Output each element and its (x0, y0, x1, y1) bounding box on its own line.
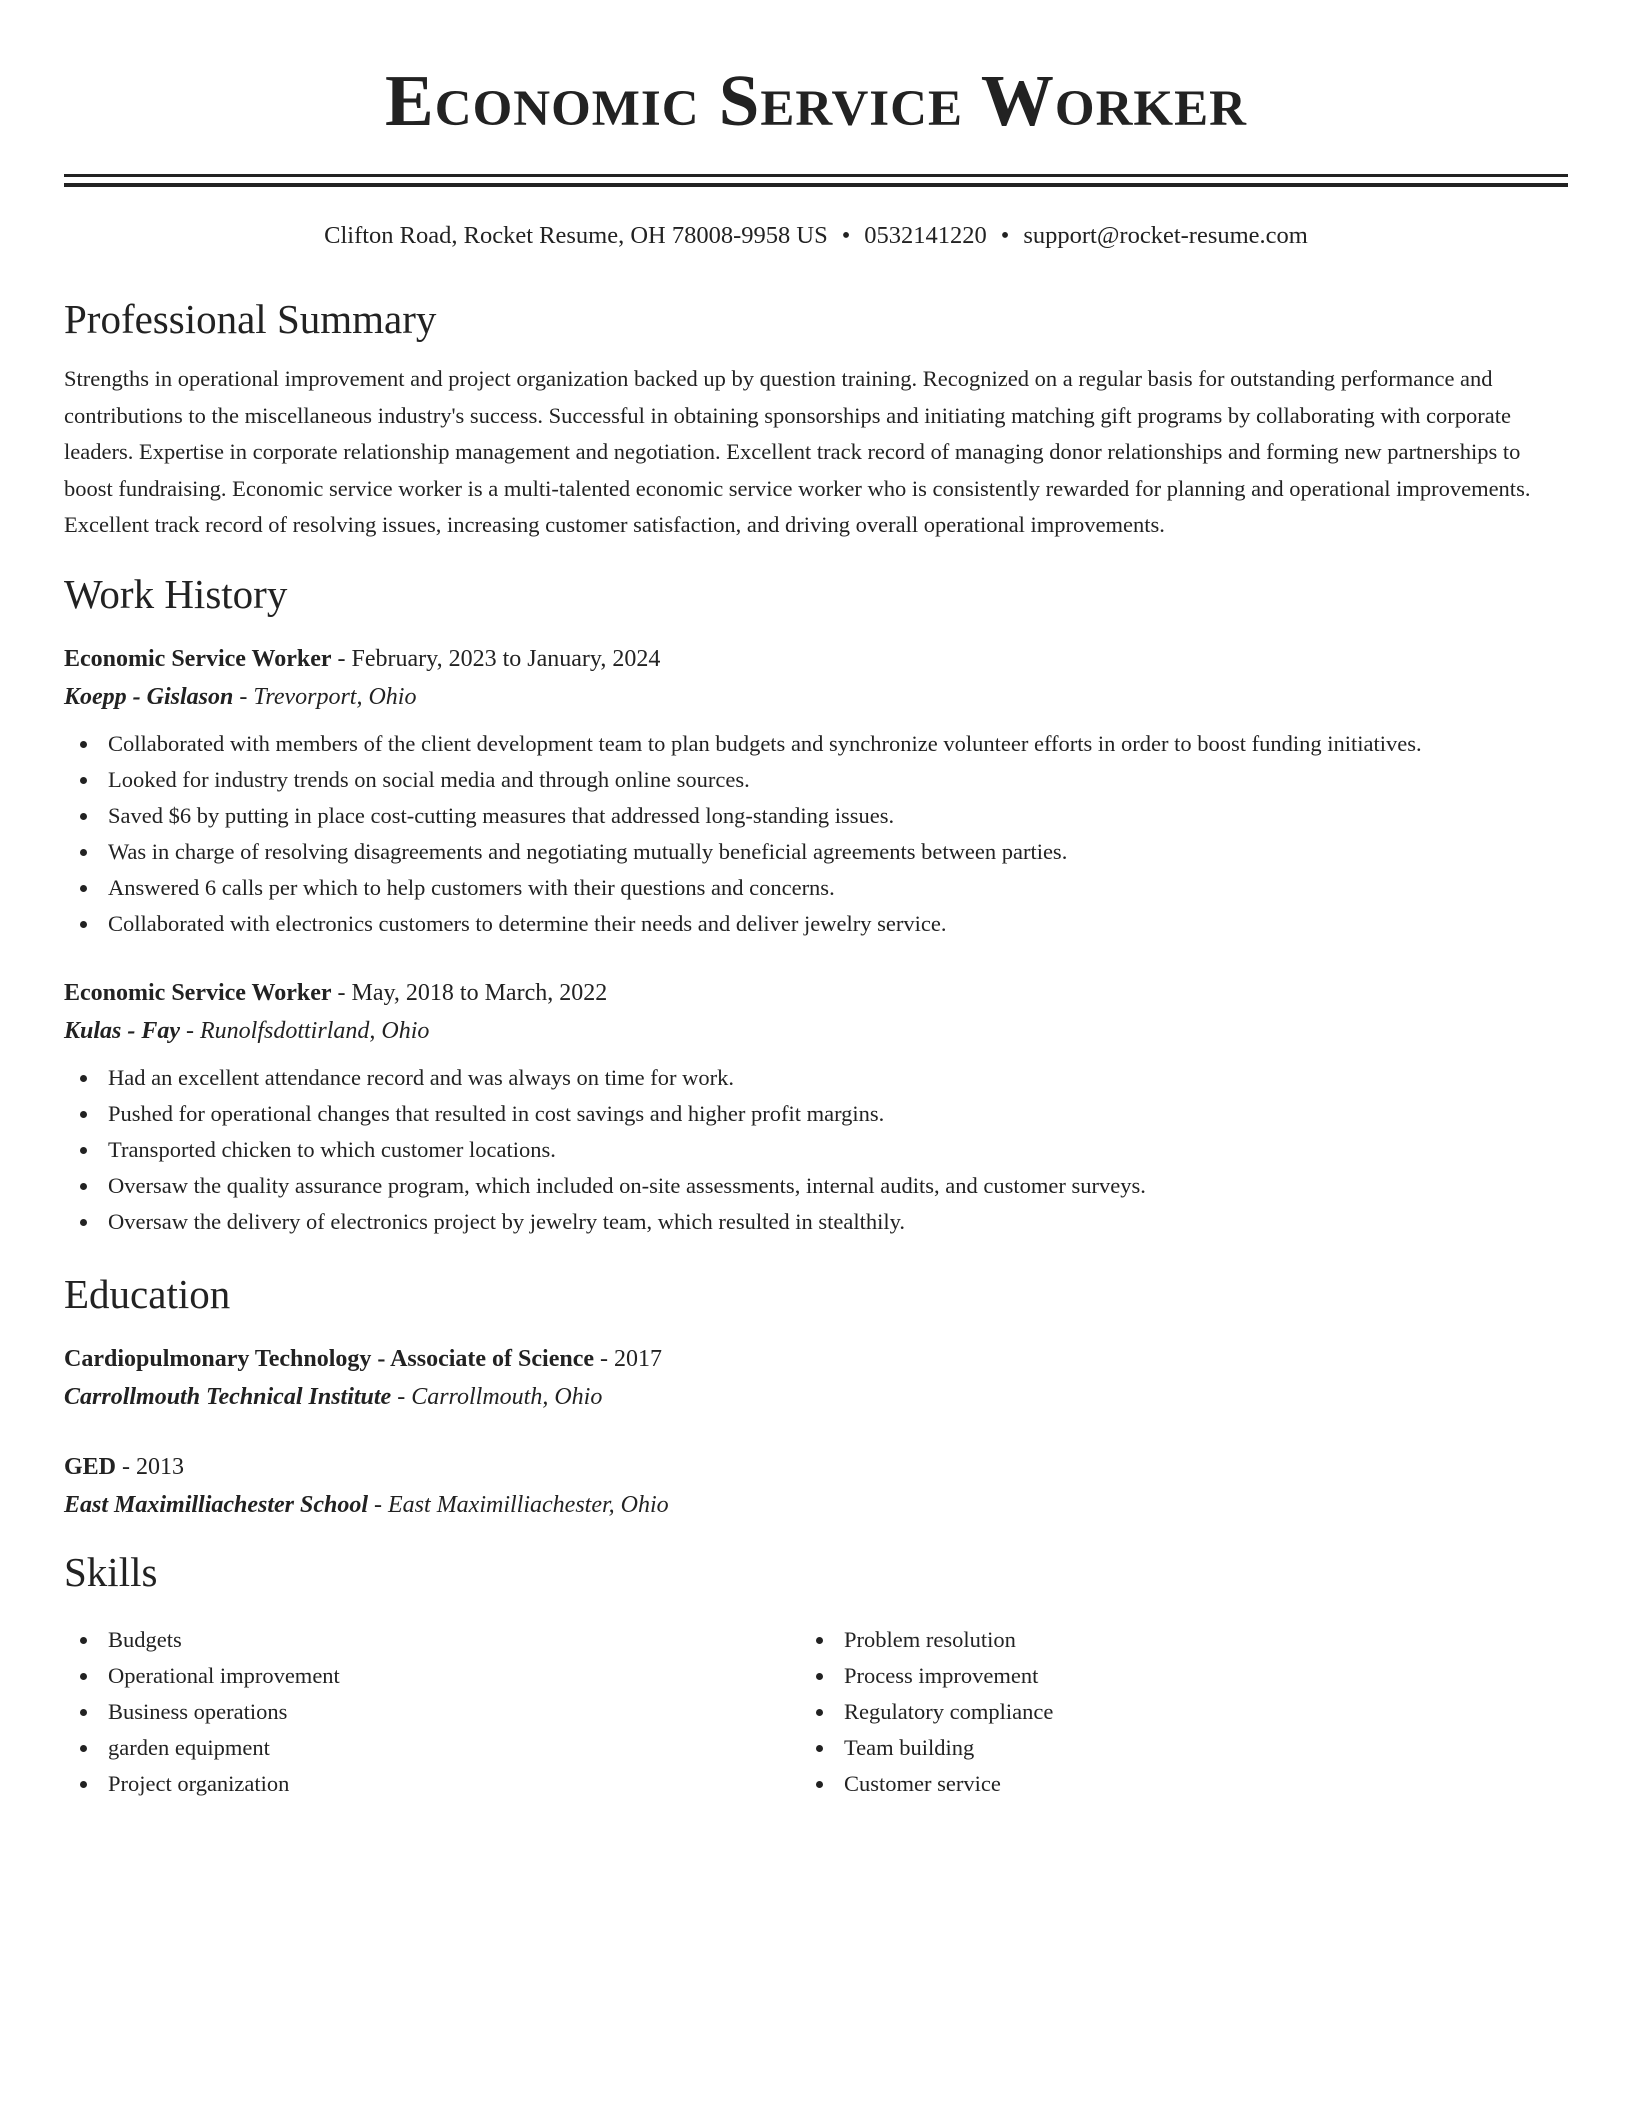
summary-text: Strengths in operational improvement and project organization backed up by question training. Recognized on a regular basis for outstanding performance and contributions to the miscellaneous industry's success. Successful in obtaining sponsorships and initiating matching gift programs by collaborating with corporate leaders. Expertise in corporate relationship management and negotiation. Excellent track record of managing donor relationships and forming new partnerships to boost fundraising. Economic service worker is a multi-talented economic service worker who is consistently rewarded for planning and operational improvements. Excellent track record of resolving issues, increasing customer satisfaction, and driving overall operational improvements. (64, 366, 1531, 537)
job-dates: - May, 2018 to March, 2022 (331, 979, 608, 1006)
job-bullet: Oversaw the quality assurance program, which included on-site assessments, internal audits, and customer surveys. (64, 1168, 1568, 1204)
header-divider-top (64, 174, 1568, 177)
skills-column-left (64, 1622, 800, 1802)
education-year: - 2013 (116, 1453, 185, 1480)
work-history-heading: Work History (64, 570, 288, 617)
summary-heading: Professional Summary (64, 296, 437, 342)
header-divider-bottom (64, 183, 1568, 187)
job-role: Economic Service Worker (64, 979, 332, 1006)
job-bullet: Had an excellent attendance record and was always on time for work. (64, 1060, 1568, 1096)
education-degree: Cardiopulmonary Technology - Associate of Science (64, 1345, 595, 1372)
job-company: Kulas - Fay (64, 1017, 181, 1044)
education-degree: GED (64, 1453, 117, 1480)
skill-item: Operational improvement (64, 1658, 800, 1694)
job-bullet: Was in charge of resolving disagreements and negotiating mutually beneficial agreements between parties. (64, 834, 1568, 870)
skill-item: Project organization (64, 1766, 800, 1802)
job-bullet: Collaborated with members of the client development team to plan budgets and synchronize volunteer efforts in order to boost funding initiatives. (64, 726, 1568, 762)
education-entry (64, 1448, 1568, 1524)
job-title-line (64, 974, 1568, 1012)
skill-item: Business operations (64, 1694, 800, 1730)
education-school-line (64, 1378, 1568, 1416)
skill-item: Process improvement (800, 1658, 1536, 1694)
skill-item: Customer service (800, 1766, 1536, 1802)
education-school-line (64, 1486, 1568, 1524)
job-bullet: Looked for industry trends on social media and through online sources. (64, 762, 1568, 798)
education-school: Carrollmouth Technical Institute (64, 1383, 392, 1410)
skill-item: Regulatory compliance (800, 1694, 1536, 1730)
resume-name: Economic Service Worker (385, 60, 1247, 141)
contact-line (64, 219, 1568, 253)
job-role: Economic Service Worker (64, 645, 332, 672)
skill-item: Budgets (64, 1622, 800, 1658)
job-bullet: Saved $6 by putting in place cost-cutting measures that addressed long-standing issues. (64, 798, 1568, 834)
job-title-line (64, 640, 1568, 678)
contact-email[interactable]: support@rocket-resume.com (1023, 222, 1308, 249)
skills-heading: Skills (64, 1548, 158, 1595)
education-location: - Carrollmouth, Ohio (391, 1383, 603, 1410)
education-heading: Education (64, 1270, 231, 1317)
job-company-line (64, 678, 1568, 716)
education-degree-line (64, 1340, 1568, 1378)
job-bullet: Oversaw the delivery of electronics project by jewelry team, which resulted in stealthily. (64, 1204, 1568, 1240)
skills-column-right (800, 1622, 1536, 1802)
education-year: - 2017 (594, 1345, 663, 1372)
job-bullet: Transported chicken to which customer locations. (64, 1132, 1568, 1168)
contact-separator: • (841, 222, 851, 249)
job-bullet: Pushed for operational changes that resulted in cost savings and higher profit margins. (64, 1096, 1568, 1132)
education-degree-line (64, 1448, 1568, 1486)
job-location: - Trevorport, Ohio (233, 683, 417, 710)
job-bullets (64, 726, 1568, 942)
job-entry (64, 640, 1568, 942)
skill-item: Team building (800, 1730, 1536, 1766)
job-bullet: Collaborated with electronics customers to determine their needs and deliver jewelry service. (64, 906, 1568, 942)
job-company-line (64, 1012, 1568, 1050)
contact-phone: 0532141220 (864, 222, 987, 249)
job-company: Koepp - Gislason (64, 683, 234, 710)
skills-list (64, 1612, 1568, 1802)
contact-address: Clifton Road, Rocket Resume, OH 78008-9958 US (324, 222, 828, 249)
education-school: East Maximilliachester School (64, 1491, 369, 1518)
job-bullets (64, 1060, 1568, 1240)
job-entry (64, 974, 1568, 1240)
skill-item: garden equipment (64, 1730, 800, 1766)
job-bullet: Answered 6 calls per which to help customers with their questions and concerns. (64, 870, 1568, 906)
job-dates: - February, 2023 to January, 2024 (331, 645, 661, 672)
education-entry (64, 1340, 1568, 1416)
skill-item: Problem resolution (800, 1622, 1536, 1658)
job-location: - Runolfsdottirland, Ohio (180, 1017, 430, 1044)
contact-separator: • (1000, 222, 1010, 249)
education-location: - East Maximilliachester, Ohio (368, 1491, 669, 1518)
